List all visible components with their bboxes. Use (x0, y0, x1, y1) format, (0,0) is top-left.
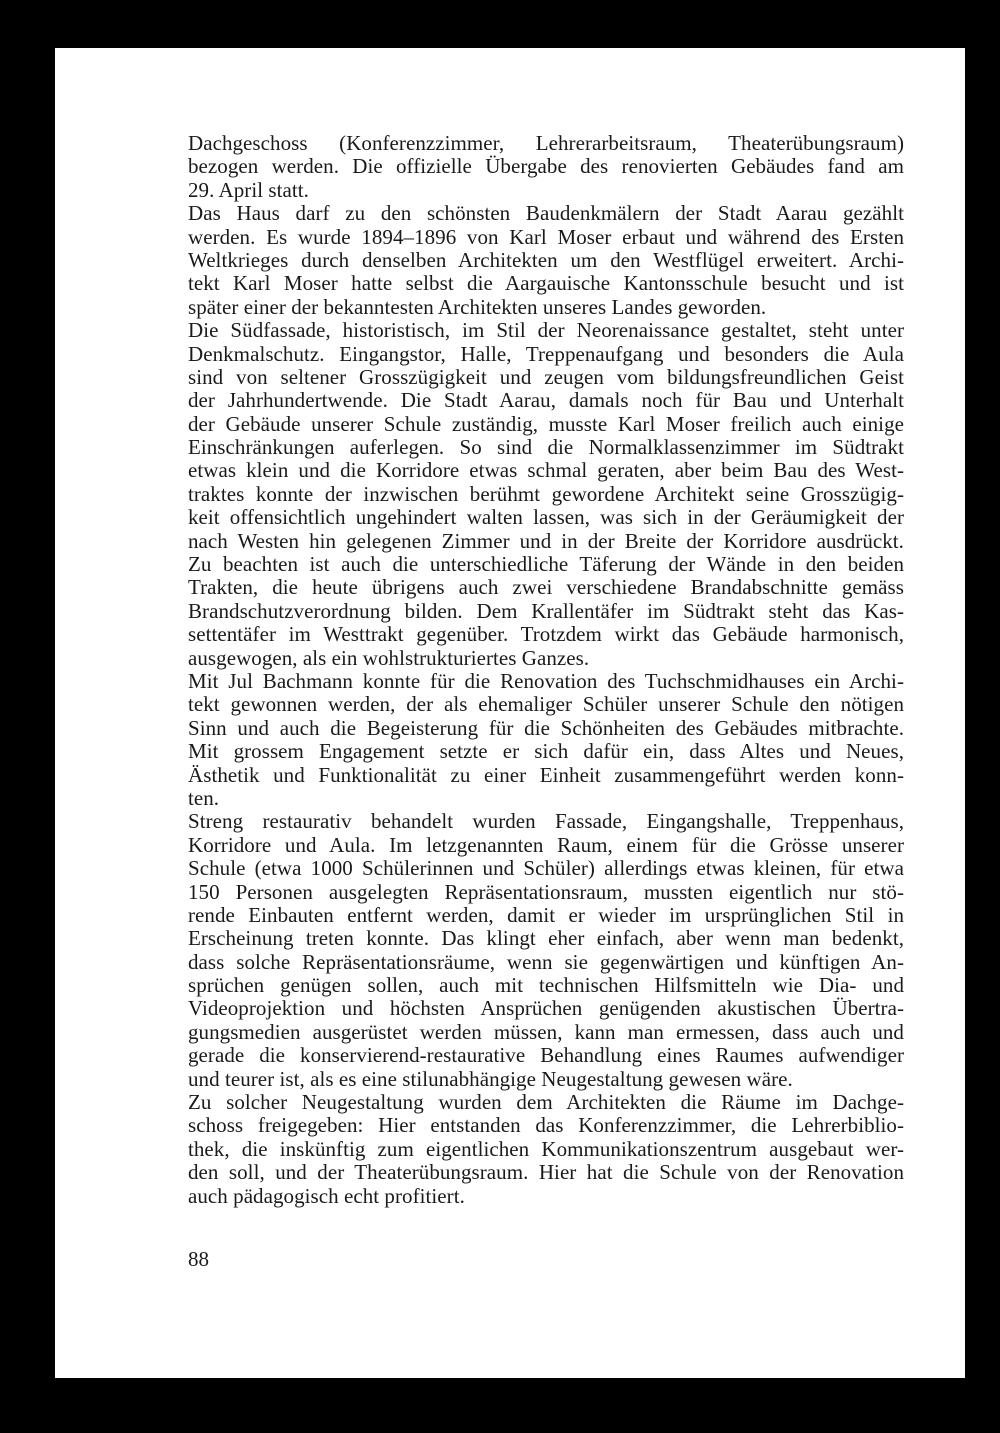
text-line: tekt gewonnen werden, der als ehemaliger Schüler unserer Schule den nötigen (188, 692, 904, 717)
text-line: 150 Personen ausgelegten Repräsentationsraum, mussten eigentlich nur stö- (188, 879, 904, 904)
text-line: der Gebäude unserer Schule zuständig, musste Karl Moser freilich auch einige (188, 411, 904, 436)
text-line: Mit Jul Bachmann konnte für die Renovation des Tuchschmidhauses ein Archi- (188, 668, 904, 693)
text-line: bezogen werden. Die offizielle Übergabe des renovierten Gebäudes fand am (188, 154, 904, 179)
text-line: gerade die konservierend-restaurative Behandlung eines Raumes aufwendiger (188, 1043, 904, 1068)
text-line: und teurer ist, als es eine stilunabhängige Neugestaltung gewesen wäre. (188, 1066, 793, 1091)
text-line: traktes konnte der inzwischen berühmt gewordene Architekt seine Grosszügig- (188, 481, 904, 506)
page-number: 88 (188, 1247, 209, 1271)
text-line: sind von seltener Grosszügigkeit und zeugen vom bildungsfreundlichen Geist (188, 364, 904, 389)
text-line: thek, die inskünftig zum eigentlichen Kommunikationszentrum ausgebaut wer- (188, 1136, 904, 1161)
text-line: Denkmalschutz. Eingangstor, Halle, Treppenaufgang und besonders die Aula (188, 341, 904, 366)
text-line: Schule (etwa 1000 Schülerinnen und Schüler) allerdings etwas kleinen, für etwa (188, 856, 904, 881)
text-line: Einschränkungen auferlegen. So sind die Normalklassenzimmer im Südtrakt (188, 435, 904, 460)
text-line: Zu beachten ist auch die unterschiedliche Täferung der Wände in den beiden (188, 552, 904, 577)
text-line: tekt Karl Moser hatte selbst die Aargauische Kantonsschule besucht und ist (188, 271, 904, 296)
text-line: Zu solcher Neugestaltung wurden dem Architekten die Räume im Dachge- (188, 1090, 904, 1115)
text-line: werden. Es wurde 1894–1896 von Karl Moser erbaut und während des Ersten (188, 224, 904, 249)
text-line: nach Westen hin gelegenen Zimmer und in der Breite der Korridore ausdrückt. (188, 528, 904, 553)
text-line: ausgewogen, als ein wohlstrukturiertes Ganzes. (188, 645, 590, 670)
text-line: Sinn und auch die Begeisterung für die Schönheiten des Gebäudes mitbrachte. (188, 715, 904, 740)
text-line: auch pädagogisch echt profitiert. (188, 1183, 465, 1208)
text-line: Trakten, die heute übrigens auch zwei verschiedene Brandabschnitte gemäss (188, 575, 904, 600)
text-line: etwas klein und die Korridore etwas schmal geraten, aber beim Bau des West- (188, 458, 904, 483)
text-line: den soll, und der Theaterübungsraum. Hier hat die Schule von der Renovation (188, 1160, 904, 1185)
text-line: Videoprojektion und höchsten Ansprüchen genügenden akustischen Übertra- (188, 996, 904, 1021)
text-line: sprüchen genügen sollen, auch mit technischen Hilfsmitteln wie Dia- und (188, 973, 904, 998)
text-line: keit offensichtlich ungehindert walten lassen, was sich in der Geräumigkeit der (188, 505, 904, 530)
body-text (188, 132, 904, 1208)
text-line: ten. (188, 785, 220, 810)
text-line: Das Haus darf zu den schönsten Baudenkmälern der Stadt Aarau gezählt (188, 201, 904, 226)
text-line: dass solche Repräsentationsräume, wenn sie gegenwärtigen und künftigen An- (188, 949, 904, 974)
text-line: Die Südfassade, historistisch, im Stil der Neorenaissance gestaltet, steht unter (188, 318, 904, 343)
text-line: 29. April statt. (188, 177, 309, 202)
text-line: Mit grossem Engagement setzte er sich dafür ein, dass Altes und Neues, (188, 739, 904, 764)
text-line: Brandschutzverordnung bilden. Dem Krallentäfer im Südtrakt steht das Kas- (188, 598, 904, 623)
text-line: Ästhetik und Funktionalität zu einer Einheit zusammengeführt werden konn- (188, 762, 904, 787)
text-line: Korridore und Aula. Im letzgenannten Raum, einem für die Grösse unserer (188, 832, 904, 857)
document-page (55, 48, 965, 1378)
text-line: der Jahrhundertwende. Die Stadt Aarau, damals noch für Bau und Unterhalt (188, 388, 904, 413)
text-line: rende Einbauten entfernt werden, damit er wieder im ursprünglichen Stil in (188, 902, 904, 927)
text-line: Streng restaurativ behandelt wurden Fassade, Eingangshalle, Treppenhaus, (188, 809, 904, 834)
text-line: settentäfer im Westtrakt gegenüber. Trotzdem wirkt das Gebäude harmonisch, (188, 622, 904, 647)
text-line: schoss freigegeben: Hier entstanden das Konferenzzimmer, die Lehrerbiblio- (188, 1113, 904, 1138)
text-line: gungsmedien ausgerüstet werden müssen, kann man ermessen, dass auch und (188, 1019, 904, 1044)
text-line: Erscheinung treten konnte. Das klingt eher einfach, aber wenn man bedenkt, (188, 926, 904, 951)
text-line: später einer der bekanntesten Architekten unseres Landes geworden. (188, 294, 767, 319)
text-line: Weltkrieges durch denselben Architekten um den Westflügel erweitert. Archi- (188, 247, 904, 272)
text-line: Dachgeschoss (Konferenzzimmer, Lehrerarbeitsraum, Theaterübungsraum) (188, 131, 904, 155)
